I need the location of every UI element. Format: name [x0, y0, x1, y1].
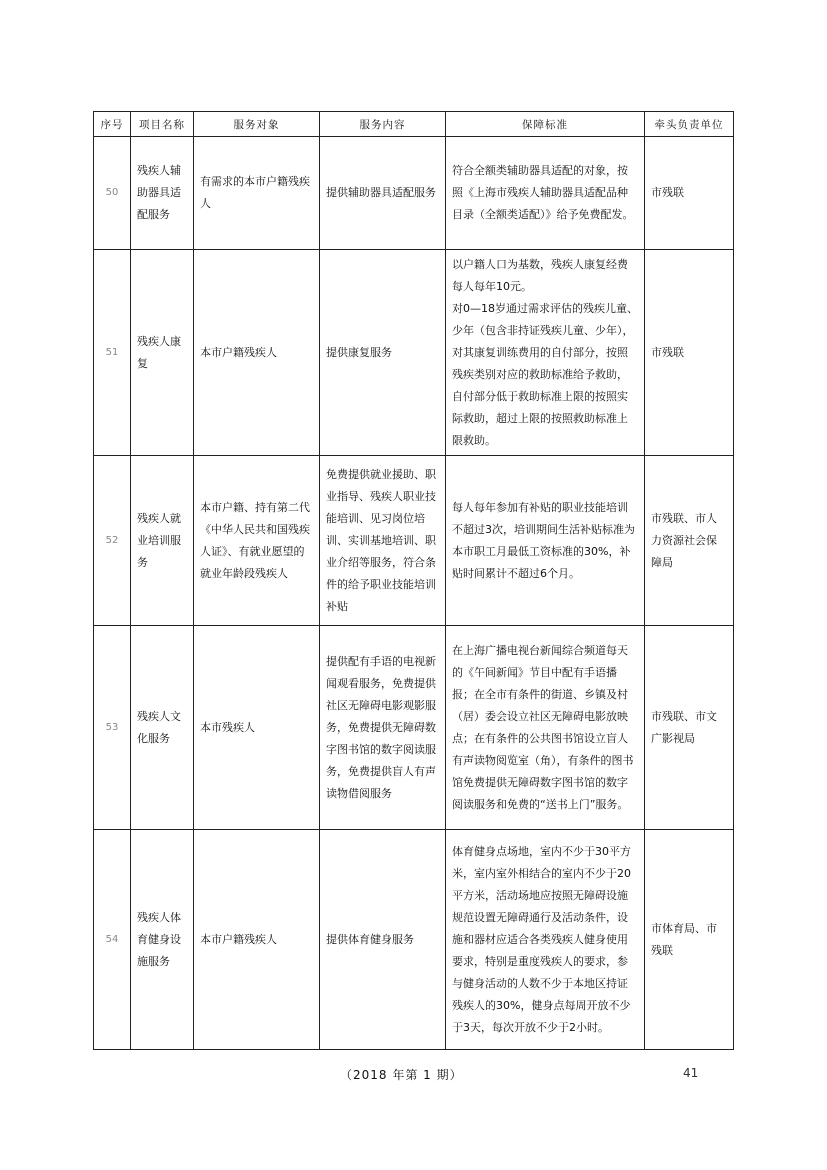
project-name-cell — [131, 250, 194, 456]
header-number: 序号 — [94, 112, 131, 137]
project-name-cell — [131, 137, 194, 250]
table-row — [94, 137, 734, 250]
header-project-name: 项目名称 — [131, 112, 194, 137]
service-target: 本市残疾人 — [200, 720, 255, 734]
service-content: 免费提供就业援助、职业指导、残疾人职业技能培训、见习岗位培训、实训基地培训、职业介绍等服务，符合条件的给予职业技能培训补贴 — [326, 467, 436, 613]
lead-unit-cell — [645, 456, 734, 626]
service-target-cell — [194, 137, 320, 250]
row-number: 51 — [94, 250, 131, 456]
service-target-cell — [194, 830, 320, 1050]
guarantee-standard: 体育健身点场地，室内不少于30平方米，室内室外相结合的室内不少于20平方米，活动场地应按照无障碍设施规范设置无障碍通行及活动条件，设施和器材应适合各类残疾人健身使用要求，特别是重度残疾人的要求，参与健身活动的人数不少于本地区持证残疾人的30%，健身点每周开放不少于3天，每次开放不少于2小时。 — [452, 844, 631, 1034]
project-name: 残疾人就业培训服务 — [137, 511, 181, 569]
table-row — [94, 626, 734, 830]
guarantee-standard-cell — [446, 250, 645, 456]
lead-unit: 市残联、市文广影视局 — [651, 709, 717, 745]
service-target: 本市户籍、持有第二代《中华人民共和国残疾人证》、有就业愿望的就业年龄段残疾人 — [200, 500, 310, 580]
guarantee-standard: 每人每年参加有补贴的职业技能培训不超过3次，培训期间生活补贴标准为本市职工月最低工资标准的30%，补贴时间累计不超过6个月。 — [452, 500, 635, 580]
service-content: 提供辅助器具适配服务 — [326, 186, 436, 199]
service-target-cell — [194, 626, 320, 830]
guarantee-standard-cell — [446, 137, 645, 250]
project-name-cell — [131, 626, 194, 830]
service-content-cell — [320, 250, 446, 456]
service-content-cell — [320, 626, 446, 830]
issue-label: （2018 年第 1 期） — [340, 1068, 463, 1082]
service-content-cell — [320, 830, 446, 1050]
table-row — [94, 250, 734, 456]
lead-unit-cell — [645, 250, 734, 456]
service-content: 提供配有手语的电视新闻观看服务，免费提供社区无障碍电影观影服务，免费提供无障碍数字图书馆的数字阅读服务，免费提供盲人有声读物借阅服务 — [326, 654, 436, 800]
project-name-cell — [131, 456, 194, 626]
row-number: 52 — [94, 456, 131, 626]
project-name: 残疾人辅助器具适配服务 — [137, 164, 181, 221]
project-name: 残疾人文化服务 — [137, 709, 181, 745]
service-table — [93, 111, 734, 1050]
page-number: 41 — [683, 1066, 699, 1080]
lead-unit: 市残联、市人力资源社会保障局 — [651, 511, 717, 569]
guarantee-standard: 在上海广播电视台新闻综合频道每天的《午间新闻》节目中配有手语播报；在全市有条件的街道、乡镇及村（居）委会设立社区无障碍电影放映点；在有条件的公共图书馆设立盲人有声读物阅览室（角），有条件的图书馆免费提供无障碍数字图书馆的数字阅读服务和免费的“送书上门”服务。 — [452, 643, 634, 811]
service-target-cell — [194, 250, 320, 456]
service-content-cell — [320, 456, 446, 626]
table-row — [94, 830, 734, 1050]
header-service-content: 服务内容 — [320, 112, 446, 137]
service-content: 提供康复服务 — [326, 345, 392, 359]
row-number: 54 — [94, 830, 131, 1050]
guarantee-standard: 符合全额类辅助器具适配的对象，按照《上海市残疾人辅助器具适配品种目录（全额类适配）》给予免费配发。 — [452, 164, 634, 221]
service-target: 本市户籍残疾人 — [200, 345, 277, 359]
service-content: 提供体育健身服务 — [326, 932, 414, 946]
guarantee-standard: 以户籍人口为基数，残疾人康复经费每人每年10元。 对0—18岁通过需求评估的残疾儿童、少年（包含非持证残疾儿童、少年），对其康复训练费用的自付部分，按照残疾类别对应的救助标准给予救助，自付部分低于救助标准上限的按照实际救助，超过上限的按照救助标准上限救助。 — [452, 257, 638, 447]
row-number: 50 — [94, 137, 131, 250]
guarantee-standard-cell — [446, 626, 645, 830]
project-name-cell — [131, 830, 194, 1050]
lead-unit-cell — [645, 137, 734, 250]
header-lead-unit: 牵头负责单位 — [645, 112, 734, 137]
header-guarantee-standard: 保障标准 — [446, 112, 645, 137]
project-name: 残疾人体育健身设施服务 — [137, 910, 181, 968]
guarantee-standard-cell — [446, 456, 645, 626]
lead-unit-cell — [645, 626, 734, 830]
row-number: 53 — [94, 626, 131, 830]
lead-unit: 市残联 — [651, 186, 684, 199]
lead-unit-cell — [645, 830, 734, 1050]
service-target: 有需求的本市户籍残疾人 — [200, 175, 310, 210]
lead-unit: 市体育局、市残联 — [651, 921, 717, 957]
project-name: 残疾人康复 — [137, 334, 181, 370]
header-service-target: 服务对象 — [194, 112, 320, 137]
guarantee-standard-cell — [446, 830, 645, 1050]
service-target-cell — [194, 456, 320, 626]
table-header-row — [94, 112, 734, 137]
service-target: 本市户籍残疾人 — [200, 932, 277, 946]
lead-unit: 市残联 — [651, 345, 684, 359]
service-content-cell — [320, 137, 446, 250]
table-row — [94, 456, 734, 626]
